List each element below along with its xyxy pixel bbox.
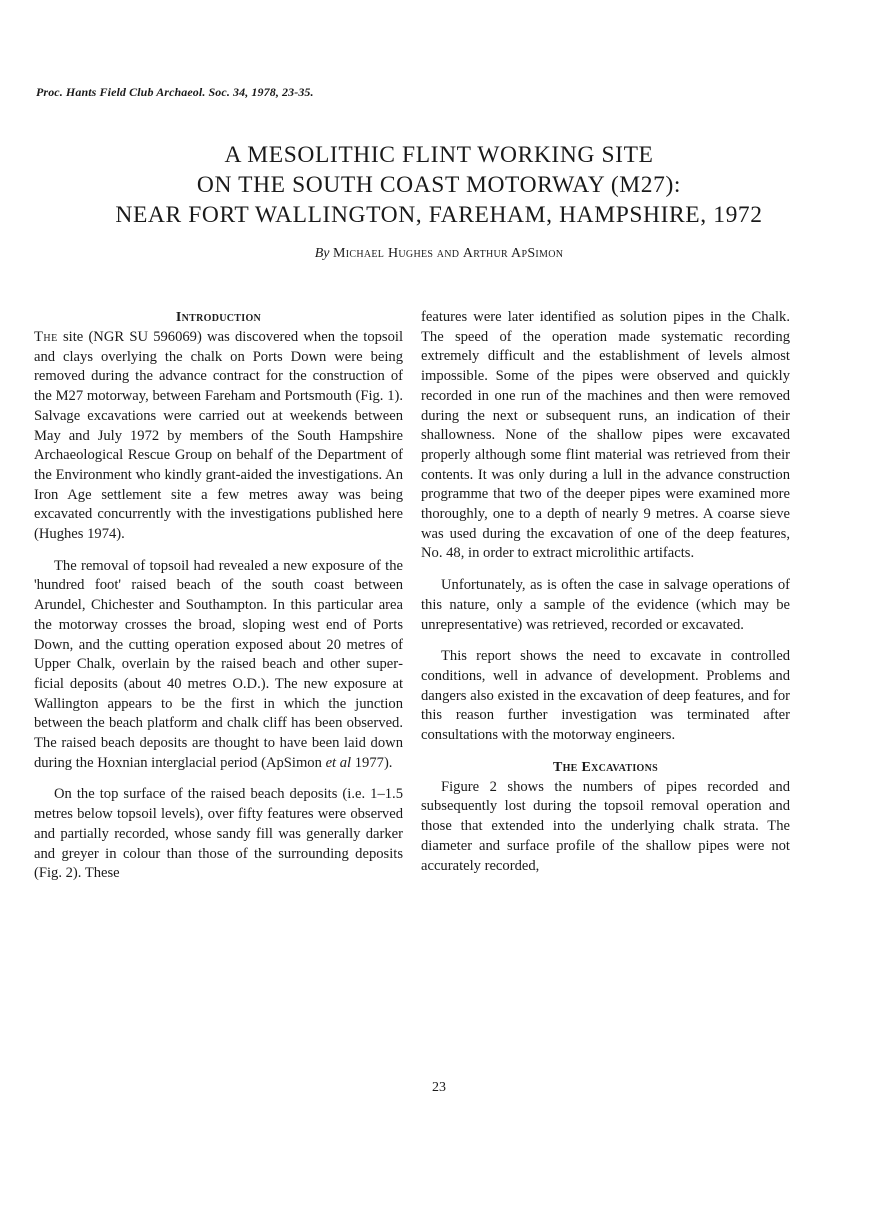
paragraph-1-text: site (NGR SU 596069) was discovered when the topsoil and clays overlying the chalk on Ports Down were being removed during the advance contract for the construction of the M27 motorway, between Fareham and Portsmouth (Fig. 1). Salvage excavations were carried out at weekends between May and July 1972 by members of the South Hampshire Archaeological Rescue Group on behalf of the Department of the Environment who kindly grant-aided the investigations. An Iron Age settlement site a few metres away was being excavated concurrently with the investigations published here (Hughes 1974). (34, 329, 403, 543)
paragraph-2-text: The removal of topsoil had revealed a new exposure of the 'hundred foot' raised beach of the south coast between Arundel, Chichester and Southampton. In this particular area the motorway crosses the broad, sloping west end of Ports Down, and the cutting operation exposed about 20 metres of Upper Chalk, overlain by the raised beach and other superficial deposits (about 40 metres O.D.). The new exposure at Wallington appears to be the first in which the junction between the beach platform and chalk cliff has been observed. The raised beach deposits are thought to have been laid down during the Hoxnian interglacial period (ApSimon (34, 557, 403, 771)
byline (0, 246, 878, 262)
paragraph-2 (34, 557, 403, 774)
title-line-2: ON THE SOUTH COAST MOTORWAY (M27): (196, 172, 682, 198)
paragraph-2-end: 1977). (351, 754, 393, 771)
title-line-1: A MESOLITHIC FLINT WORKING SITE (224, 142, 654, 168)
paragraph-2-etal: et al (325, 754, 352, 771)
left-column (34, 308, 403, 884)
paragraph-1 (34, 328, 403, 545)
paragraph-6: Figure 2 shows the numbers of pipes recorded and subsequently lost during the topsoil removal operation and those that extended into the underlying chalk strata. The diameter and surface profile of the shallow pipes were not accurately recorded, (421, 778, 790, 874)
paragraph-5: This report shows the need to excavate in controlled conditions, well in advance of development. Problems and dangers also existed in the excavation of deep features, and for this reason further investigation was terminated after consultations with the motorway engineers. (421, 648, 790, 744)
paragraph-1-lead: The (34, 329, 58, 345)
journal-reference: Proc. Hants Field Club Archaeol. Soc. 34, 1978, 23-35. (36, 85, 314, 99)
author-2: Arthur ApSimon (462, 246, 564, 261)
introduction-heading: Introduction (175, 310, 262, 325)
byline-by: By (314, 246, 330, 261)
author-1: Michael Hughes (332, 246, 434, 261)
article-title (0, 140, 878, 230)
excavations-heading: The Excavations (552, 759, 659, 775)
page-number: 23 (432, 1080, 446, 1095)
title-line-3: NEAR FORT WALLINGTON, FAREHAM, HAMPSHIRE, 1972 (115, 202, 763, 228)
paragraph-4: Unfortunately, as is often the case in salvage operations of this nature, only a sample of the evidence (which may be unrepresentative) was retrieved, recorded or excavated. (421, 577, 790, 633)
byline-and: and (436, 246, 460, 261)
right-column (421, 308, 790, 876)
paragraph-3: On the top surface of the raised beach deposits (i.e. 1–1.5 metres below topsoil levels), over fifty features were observed and partially recorded, whose sandy fill was generally darker and greyer in colour than those of the surrounding deposits (Fig. 2). These (34, 786, 403, 882)
paragraph-3-continued: features were later identified as solution pipes in the Chalk. The speed of the operation made systematic recording extremely difficult and the establishment of levels almost impossible. Some of the pipes were observed and quickly recorded in one run of the machines and then were removed during the next or subsequent runs, an indication of their shallowness. None of the shallow pipes were excavated properly although some flint material was retrieved from their contents. It was only during a lull in the advance construction programme that two of the deeper pipes were examined more thoroughly, one to a depth of nearly 9 metres. A coarse sieve was used during the excavation of one of the deep features, No. 48, in order to extract microlithic artifacts. (421, 309, 790, 562)
